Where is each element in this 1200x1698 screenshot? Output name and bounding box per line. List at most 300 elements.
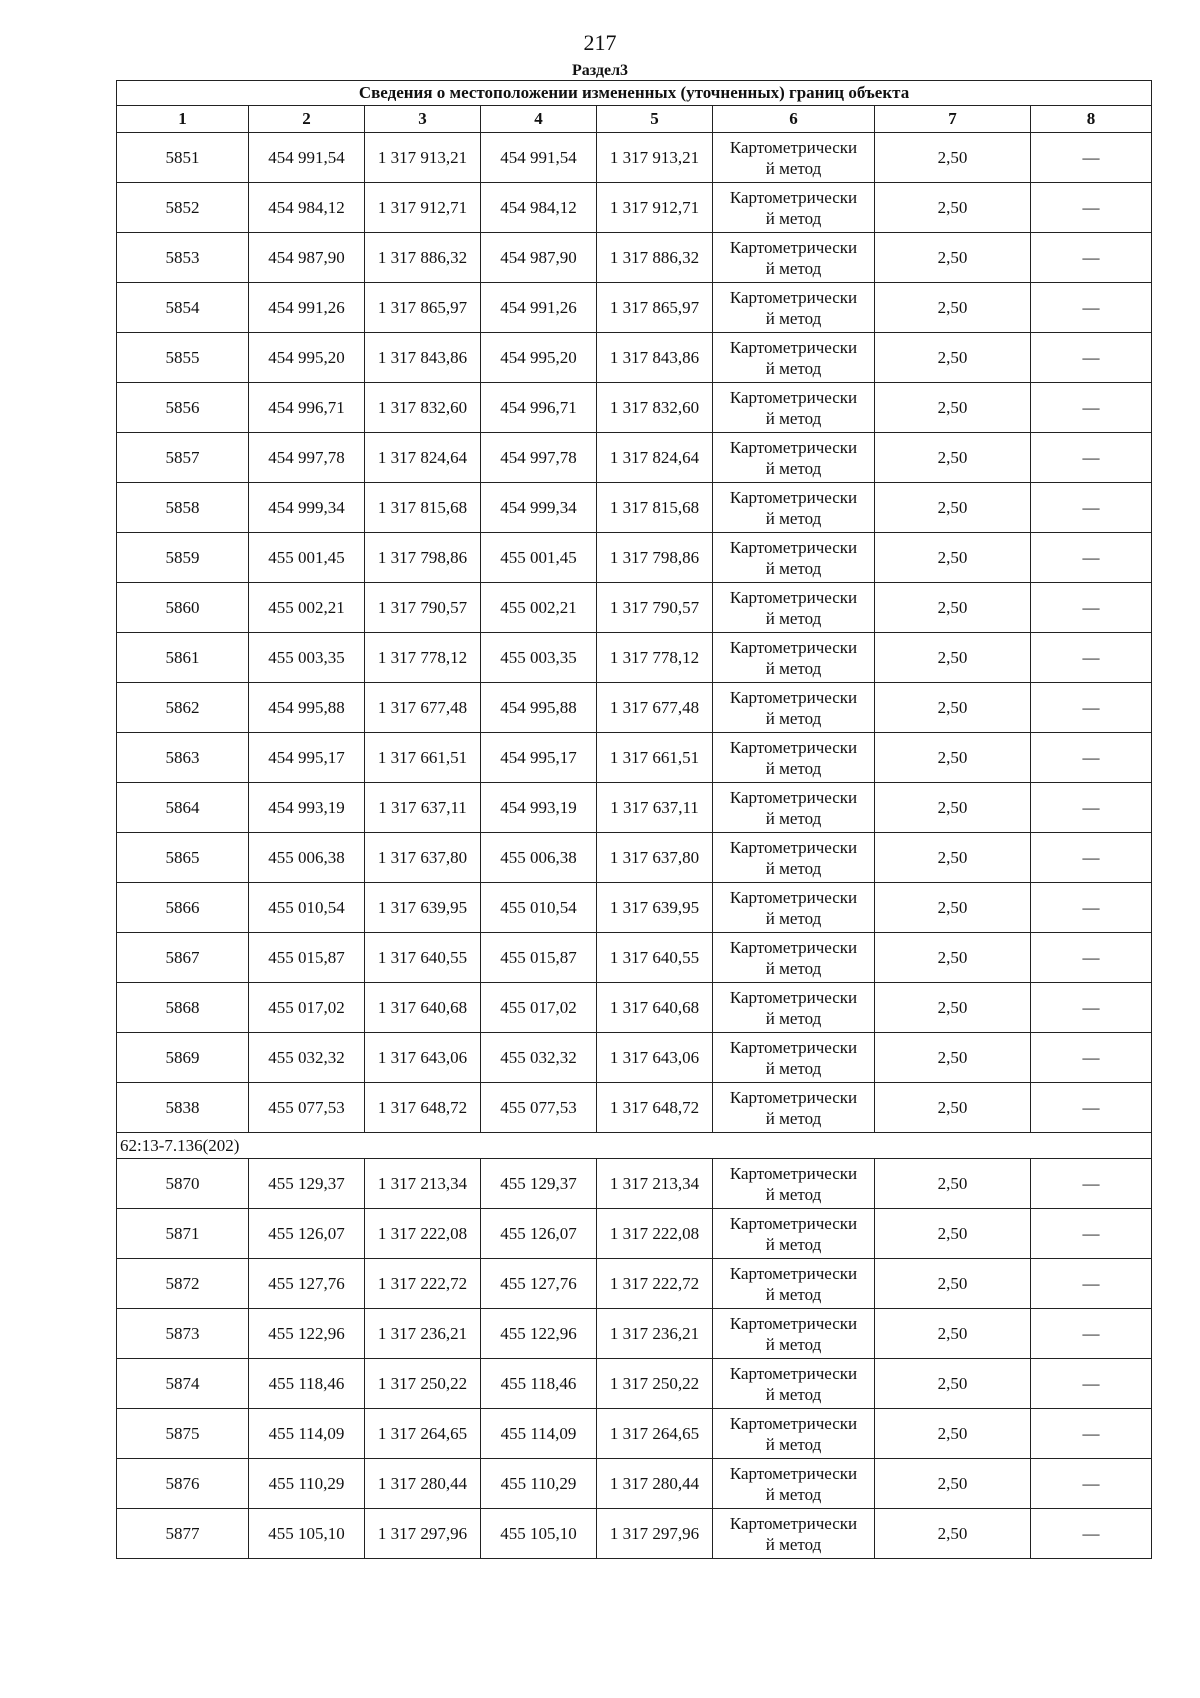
x-old-cell: 455 118,46	[249, 1359, 365, 1409]
x-new-cell: 455 129,37	[481, 1159, 597, 1209]
precision-cell: 2,50	[875, 883, 1031, 933]
x-new-cell: 454 995,20	[481, 333, 597, 383]
y-new-cell: 1 317 778,12	[597, 633, 713, 683]
y-new-cell: 1 317 222,08	[597, 1209, 713, 1259]
dash-cell: —	[1031, 633, 1152, 683]
x-old-cell: 455 003,35	[249, 633, 365, 683]
dash-cell: —	[1031, 1033, 1152, 1083]
x-new-cell: 454 984,12	[481, 183, 597, 233]
method-cell	[713, 933, 875, 983]
y-old-cell: 1 317 250,22	[365, 1359, 481, 1409]
table-row	[117, 533, 1152, 583]
y-old-cell: 1 317 824,64	[365, 433, 481, 483]
precision-cell: 2,50	[875, 233, 1031, 283]
y-new-cell: 1 317 639,95	[597, 883, 713, 933]
method-cell	[713, 1159, 875, 1209]
method-line: й метод	[765, 258, 822, 278]
precision-cell: 2,50	[875, 983, 1031, 1033]
dash-cell: —	[1031, 1259, 1152, 1309]
dash-cell: —	[1031, 333, 1152, 383]
precision-cell: 2,50	[875, 1409, 1031, 1459]
x-old-cell: 455 032,32	[249, 1033, 365, 1083]
point-number-cell: 5858	[117, 483, 249, 533]
x-new-cell: 455 126,07	[481, 1209, 597, 1259]
x-new-cell: 455 114,09	[481, 1409, 597, 1459]
method-cell	[713, 583, 875, 633]
precision-cell: 2,50	[875, 533, 1031, 583]
point-number-cell: 5857	[117, 433, 249, 483]
method-line: й метод	[765, 558, 822, 578]
x-new-cell: 455 017,02	[481, 983, 597, 1033]
y-old-cell: 1 317 640,68	[365, 983, 481, 1033]
method-cell	[713, 1033, 875, 1083]
table-row	[117, 783, 1152, 833]
y-old-cell: 1 317 661,51	[365, 733, 481, 783]
method-line: Картометрически	[729, 637, 858, 657]
point-number-cell: 5871	[117, 1209, 249, 1259]
table-row	[117, 1209, 1152, 1259]
precision-cell: 2,50	[875, 583, 1031, 633]
y-new-cell: 1 317 637,80	[597, 833, 713, 883]
method-line: й метод	[765, 408, 822, 428]
table-row	[117, 233, 1152, 283]
dash-cell: —	[1031, 233, 1152, 283]
y-old-cell: 1 317 790,57	[365, 583, 481, 633]
precision-cell: 2,50	[875, 933, 1031, 983]
dash-cell: —	[1031, 433, 1152, 483]
method-line: й метод	[765, 1484, 822, 1504]
method-line: Картометрически	[729, 787, 858, 807]
precision-cell: 2,50	[875, 783, 1031, 833]
y-old-cell: 1 317 843,86	[365, 333, 481, 383]
y-new-cell: 1 317 824,64	[597, 433, 713, 483]
point-number-cell: 5863	[117, 733, 249, 783]
table-row	[117, 1359, 1152, 1409]
precision-cell: 2,50	[875, 333, 1031, 383]
precision-cell: 2,50	[875, 133, 1031, 183]
y-new-cell: 1 317 213,34	[597, 1159, 713, 1209]
table-row	[117, 883, 1152, 933]
section-label: Раздел3	[571, 62, 629, 79]
table-row	[117, 283, 1152, 333]
y-new-cell: 1 317 280,44	[597, 1459, 713, 1509]
method-line: й метод	[765, 1184, 822, 1204]
boundary-table	[116, 80, 1152, 1559]
precision-cell: 2,50	[875, 733, 1031, 783]
method-cell	[713, 1459, 875, 1509]
table-row	[117, 933, 1152, 983]
table-row	[117, 683, 1152, 733]
y-old-cell: 1 317 637,80	[365, 833, 481, 883]
method-line: Картометрически	[729, 387, 858, 407]
method-cell	[713, 383, 875, 433]
y-new-cell: 1 317 912,71	[597, 183, 713, 233]
precision-cell: 2,50	[875, 283, 1031, 333]
method-cell	[713, 733, 875, 783]
precision-cell: 2,50	[875, 1309, 1031, 1359]
table-row	[117, 833, 1152, 883]
x-new-cell: 454 987,90	[481, 233, 597, 283]
method-line: Картометрически	[729, 187, 858, 207]
dash-cell: —	[1031, 783, 1152, 833]
table-row	[117, 433, 1152, 483]
precision-cell: 2,50	[875, 1209, 1031, 1259]
x-new-cell: 455 110,29	[481, 1459, 597, 1509]
method-line: й метод	[765, 1334, 822, 1354]
y-new-cell: 1 317 264,65	[597, 1409, 713, 1459]
x-new-cell: 455 122,96	[481, 1309, 597, 1359]
point-number-cell: 5862	[117, 683, 249, 733]
y-old-cell: 1 317 280,44	[365, 1459, 481, 1509]
x-old-cell: 454 995,88	[249, 683, 365, 733]
y-old-cell: 1 317 886,32	[365, 233, 481, 283]
table-row	[117, 1459, 1152, 1509]
table-row	[117, 383, 1152, 433]
x-new-cell: 455 127,76	[481, 1259, 597, 1309]
method-line: Картометрически	[729, 1413, 858, 1433]
method-line: Картометрически	[729, 987, 858, 1007]
x-new-cell: 455 002,21	[481, 583, 597, 633]
method-line: й метод	[765, 208, 822, 228]
method-line: Картометрически	[729, 287, 858, 307]
method-line: Картометрически	[729, 837, 858, 857]
method-cell	[713, 533, 875, 583]
y-old-cell: 1 317 213,34	[365, 1159, 481, 1209]
y-old-cell: 1 317 643,06	[365, 1033, 481, 1083]
y-new-cell: 1 317 886,32	[597, 233, 713, 283]
x-new-cell: 454 995,88	[481, 683, 597, 733]
x-new-cell: 455 015,87	[481, 933, 597, 983]
y-old-cell: 1 317 264,65	[365, 1409, 481, 1459]
x-old-cell: 454 991,26	[249, 283, 365, 333]
dash-cell: —	[1031, 133, 1152, 183]
x-old-cell: 454 987,90	[249, 233, 365, 283]
method-line: Картометрически	[729, 1263, 858, 1283]
dash-cell: —	[1031, 1509, 1152, 1559]
column-number-cell: 7	[875, 106, 1031, 133]
dash-cell: —	[1031, 1309, 1152, 1359]
precision-cell: 2,50	[875, 1359, 1031, 1409]
method-line: Картометрически	[729, 337, 858, 357]
x-new-cell: 455 001,45	[481, 533, 597, 583]
y-old-cell: 1 317 912,71	[365, 183, 481, 233]
table-row	[117, 1159, 1152, 1209]
x-old-cell: 454 996,71	[249, 383, 365, 433]
method-line: Картометрически	[729, 237, 858, 257]
method-line: Картометрически	[729, 487, 858, 507]
method-line: Картометрически	[729, 1463, 858, 1483]
x-old-cell: 455 126,07	[249, 1209, 365, 1259]
point-number-cell: 5866	[117, 883, 249, 933]
table-row	[117, 633, 1152, 683]
table-title: Сведения о местоположении измененных (уточненных) границ объекта	[117, 81, 1152, 106]
point-number-cell: 5859	[117, 533, 249, 583]
dash-cell: —	[1031, 1083, 1152, 1133]
point-number-cell: 5851	[117, 133, 249, 183]
point-number-cell: 5838	[117, 1083, 249, 1133]
table-row	[117, 1409, 1152, 1459]
point-number-cell: 5873	[117, 1309, 249, 1359]
method-cell	[713, 983, 875, 1033]
x-old-cell: 454 991,54	[249, 133, 365, 183]
y-old-cell: 1 317 778,12	[365, 633, 481, 683]
y-new-cell: 1 317 648,72	[597, 1083, 713, 1133]
y-new-cell: 1 317 913,21	[597, 133, 713, 183]
y-new-cell: 1 317 222,72	[597, 1259, 713, 1309]
method-line: й метод	[765, 158, 822, 178]
method-cell	[713, 783, 875, 833]
group-label: 62:13-7.136(202)	[117, 1133, 1152, 1159]
method-cell	[713, 333, 875, 383]
y-new-cell: 1 317 643,06	[597, 1033, 713, 1083]
method-line: й метод	[765, 908, 822, 928]
table-row	[117, 483, 1152, 533]
method-line: й метод	[765, 358, 822, 378]
point-number-cell: 5868	[117, 983, 249, 1033]
y-old-cell: 1 317 677,48	[365, 683, 481, 733]
method-line: Картометрически	[729, 1087, 858, 1107]
method-line: Картометрически	[729, 437, 858, 457]
x-old-cell: 454 997,78	[249, 433, 365, 483]
column-number-cell: 3	[365, 106, 481, 133]
x-new-cell: 455 105,10	[481, 1509, 597, 1559]
x-new-cell: 454 996,71	[481, 383, 597, 433]
method-line: Картометрически	[729, 1037, 858, 1057]
method-cell	[713, 683, 875, 733]
method-cell	[713, 183, 875, 233]
method-cell	[713, 133, 875, 183]
precision-cell: 2,50	[875, 683, 1031, 733]
x-new-cell: 454 997,78	[481, 433, 597, 483]
method-line: Картометрически	[729, 887, 858, 907]
point-number-cell: 5869	[117, 1033, 249, 1083]
x-old-cell: 454 999,34	[249, 483, 365, 533]
y-new-cell: 1 317 815,68	[597, 483, 713, 533]
method-line: Картометрически	[729, 537, 858, 557]
method-line: й метод	[765, 1534, 822, 1554]
x-old-cell: 454 993,19	[249, 783, 365, 833]
x-new-cell: 455 006,38	[481, 833, 597, 883]
method-cell	[713, 1209, 875, 1259]
method-line: й метод	[765, 958, 822, 978]
precision-cell: 2,50	[875, 1259, 1031, 1309]
method-line: Картометрически	[729, 1363, 858, 1383]
table-row	[117, 333, 1152, 383]
x-old-cell: 454 984,12	[249, 183, 365, 233]
method-cell	[713, 233, 875, 283]
x-old-cell: 455 077,53	[249, 1083, 365, 1133]
x-old-cell: 455 017,02	[249, 983, 365, 1033]
y-old-cell: 1 317 639,95	[365, 883, 481, 933]
y-new-cell: 1 317 790,57	[597, 583, 713, 633]
point-number-cell: 5856	[117, 383, 249, 433]
dash-cell: —	[1031, 183, 1152, 233]
point-number-cell: 5864	[117, 783, 249, 833]
y-old-cell: 1 317 640,55	[365, 933, 481, 983]
method-cell	[713, 1409, 875, 1459]
column-number-cell: 6	[713, 106, 875, 133]
method-cell	[713, 1509, 875, 1559]
x-old-cell: 455 002,21	[249, 583, 365, 633]
y-new-cell: 1 317 843,86	[597, 333, 713, 383]
x-new-cell: 454 991,26	[481, 283, 597, 333]
method-cell	[713, 1259, 875, 1309]
point-number-cell: 5861	[117, 633, 249, 683]
dash-cell: —	[1031, 283, 1152, 333]
precision-cell: 2,50	[875, 1509, 1031, 1559]
dash-cell: —	[1031, 1459, 1152, 1509]
point-number-cell: 5867	[117, 933, 249, 983]
method-line: й метод	[765, 458, 822, 478]
x-old-cell: 455 006,38	[249, 833, 365, 883]
table-row	[117, 1083, 1152, 1133]
precision-cell: 2,50	[875, 633, 1031, 683]
y-new-cell: 1 317 832,60	[597, 383, 713, 433]
dash-cell: —	[1031, 833, 1152, 883]
x-new-cell: 454 993,19	[481, 783, 597, 833]
method-line: й метод	[765, 1108, 822, 1128]
method-line: Картометрически	[729, 1313, 858, 1333]
y-old-cell: 1 317 798,86	[365, 533, 481, 583]
column-number-cell: 5	[597, 106, 713, 133]
table-row	[117, 1509, 1152, 1559]
precision-cell: 2,50	[875, 483, 1031, 533]
table-row	[117, 733, 1152, 783]
point-number-cell: 5872	[117, 1259, 249, 1309]
method-cell	[713, 483, 875, 533]
column-number-row	[117, 106, 1152, 133]
dash-cell: —	[1031, 1409, 1152, 1459]
method-line: Картометрически	[729, 1513, 858, 1533]
dash-cell: —	[1031, 933, 1152, 983]
method-line: Картометрически	[729, 1213, 858, 1233]
precision-cell: 2,50	[875, 183, 1031, 233]
method-line: й метод	[765, 608, 822, 628]
point-number-cell: 5860	[117, 583, 249, 633]
group-row	[117, 1133, 1152, 1159]
dash-cell: —	[1031, 983, 1152, 1033]
point-number-cell: 5875	[117, 1409, 249, 1459]
method-line: й метод	[765, 1008, 822, 1028]
method-line: й метод	[765, 658, 822, 678]
dash-cell: —	[1031, 733, 1152, 783]
page-number: 217	[583, 30, 617, 55]
method-line: й метод	[765, 708, 822, 728]
method-line: Картометрически	[729, 587, 858, 607]
x-new-cell: 454 999,34	[481, 483, 597, 533]
y-old-cell: 1 317 222,72	[365, 1259, 481, 1309]
method-cell	[713, 433, 875, 483]
x-old-cell: 454 995,17	[249, 733, 365, 783]
precision-cell: 2,50	[875, 383, 1031, 433]
x-old-cell: 455 015,87	[249, 933, 365, 983]
x-new-cell: 455 003,35	[481, 633, 597, 683]
y-new-cell: 1 317 297,96	[597, 1509, 713, 1559]
method-cell	[713, 1083, 875, 1133]
x-old-cell: 455 129,37	[249, 1159, 365, 1209]
column-number-cell: 4	[481, 106, 597, 133]
x-old-cell: 455 001,45	[249, 533, 365, 583]
dash-cell: —	[1031, 483, 1152, 533]
y-new-cell: 1 317 798,86	[597, 533, 713, 583]
precision-cell: 2,50	[875, 1033, 1031, 1083]
table-row	[117, 183, 1152, 233]
dash-cell: —	[1031, 1209, 1152, 1259]
table-row	[117, 1309, 1152, 1359]
y-old-cell: 1 317 648,72	[365, 1083, 481, 1133]
x-old-cell: 455 010,54	[249, 883, 365, 933]
method-line: й метод	[765, 1434, 822, 1454]
y-new-cell: 1 317 865,97	[597, 283, 713, 333]
y-new-cell: 1 317 637,11	[597, 783, 713, 833]
dash-cell: —	[1031, 683, 1152, 733]
method-line: Картометрически	[729, 687, 858, 707]
table-row	[117, 583, 1152, 633]
column-number-cell: 8	[1031, 106, 1152, 133]
method-line: й метод	[765, 808, 822, 828]
y-new-cell: 1 317 236,21	[597, 1309, 713, 1359]
point-number-cell: 5853	[117, 233, 249, 283]
dash-cell: —	[1031, 1359, 1152, 1409]
method-cell	[713, 283, 875, 333]
x-new-cell: 455 010,54	[481, 883, 597, 933]
method-line: й метод	[765, 1058, 822, 1078]
x-new-cell: 455 032,32	[481, 1033, 597, 1083]
point-number-cell: 5854	[117, 283, 249, 333]
column-number-cell: 2	[249, 106, 365, 133]
table-title-row	[117, 81, 1152, 106]
method-line: Картометрически	[729, 937, 858, 957]
x-old-cell: 455 110,29	[249, 1459, 365, 1509]
y-old-cell: 1 317 637,11	[365, 783, 481, 833]
precision-cell: 2,50	[875, 833, 1031, 883]
table-row	[117, 1033, 1152, 1083]
y-new-cell: 1 317 661,51	[597, 733, 713, 783]
x-new-cell: 454 995,17	[481, 733, 597, 783]
point-number-cell: 5874	[117, 1359, 249, 1409]
method-line: й метод	[765, 758, 822, 778]
y-old-cell: 1 317 222,08	[365, 1209, 481, 1259]
x-new-cell: 455 118,46	[481, 1359, 597, 1409]
dash-cell: —	[1031, 883, 1152, 933]
x-old-cell: 454 995,20	[249, 333, 365, 383]
y-old-cell: 1 317 913,21	[365, 133, 481, 183]
point-number-cell: 5855	[117, 333, 249, 383]
dash-cell: —	[1031, 533, 1152, 583]
method-line: й метод	[765, 1234, 822, 1254]
y-new-cell: 1 317 250,22	[597, 1359, 713, 1409]
method-line: й метод	[765, 308, 822, 328]
method-cell	[713, 633, 875, 683]
y-old-cell: 1 317 815,68	[365, 483, 481, 533]
method-line: Картометрически	[729, 1163, 858, 1183]
method-line: Картометрически	[729, 137, 858, 157]
method-cell	[713, 1309, 875, 1359]
precision-cell: 2,50	[875, 1459, 1031, 1509]
method-line: Картометрически	[729, 737, 858, 757]
method-cell	[713, 833, 875, 883]
column-number-cell: 1	[117, 106, 249, 133]
y-new-cell: 1 317 677,48	[597, 683, 713, 733]
y-old-cell: 1 317 236,21	[365, 1309, 481, 1359]
point-number-cell: 5877	[117, 1509, 249, 1559]
precision-cell: 2,50	[875, 433, 1031, 483]
method-line: й метод	[765, 1384, 822, 1404]
precision-cell: 2,50	[875, 1159, 1031, 1209]
method-line: й метод	[765, 508, 822, 528]
x-new-cell: 454 991,54	[481, 133, 597, 183]
method-cell	[713, 1359, 875, 1409]
